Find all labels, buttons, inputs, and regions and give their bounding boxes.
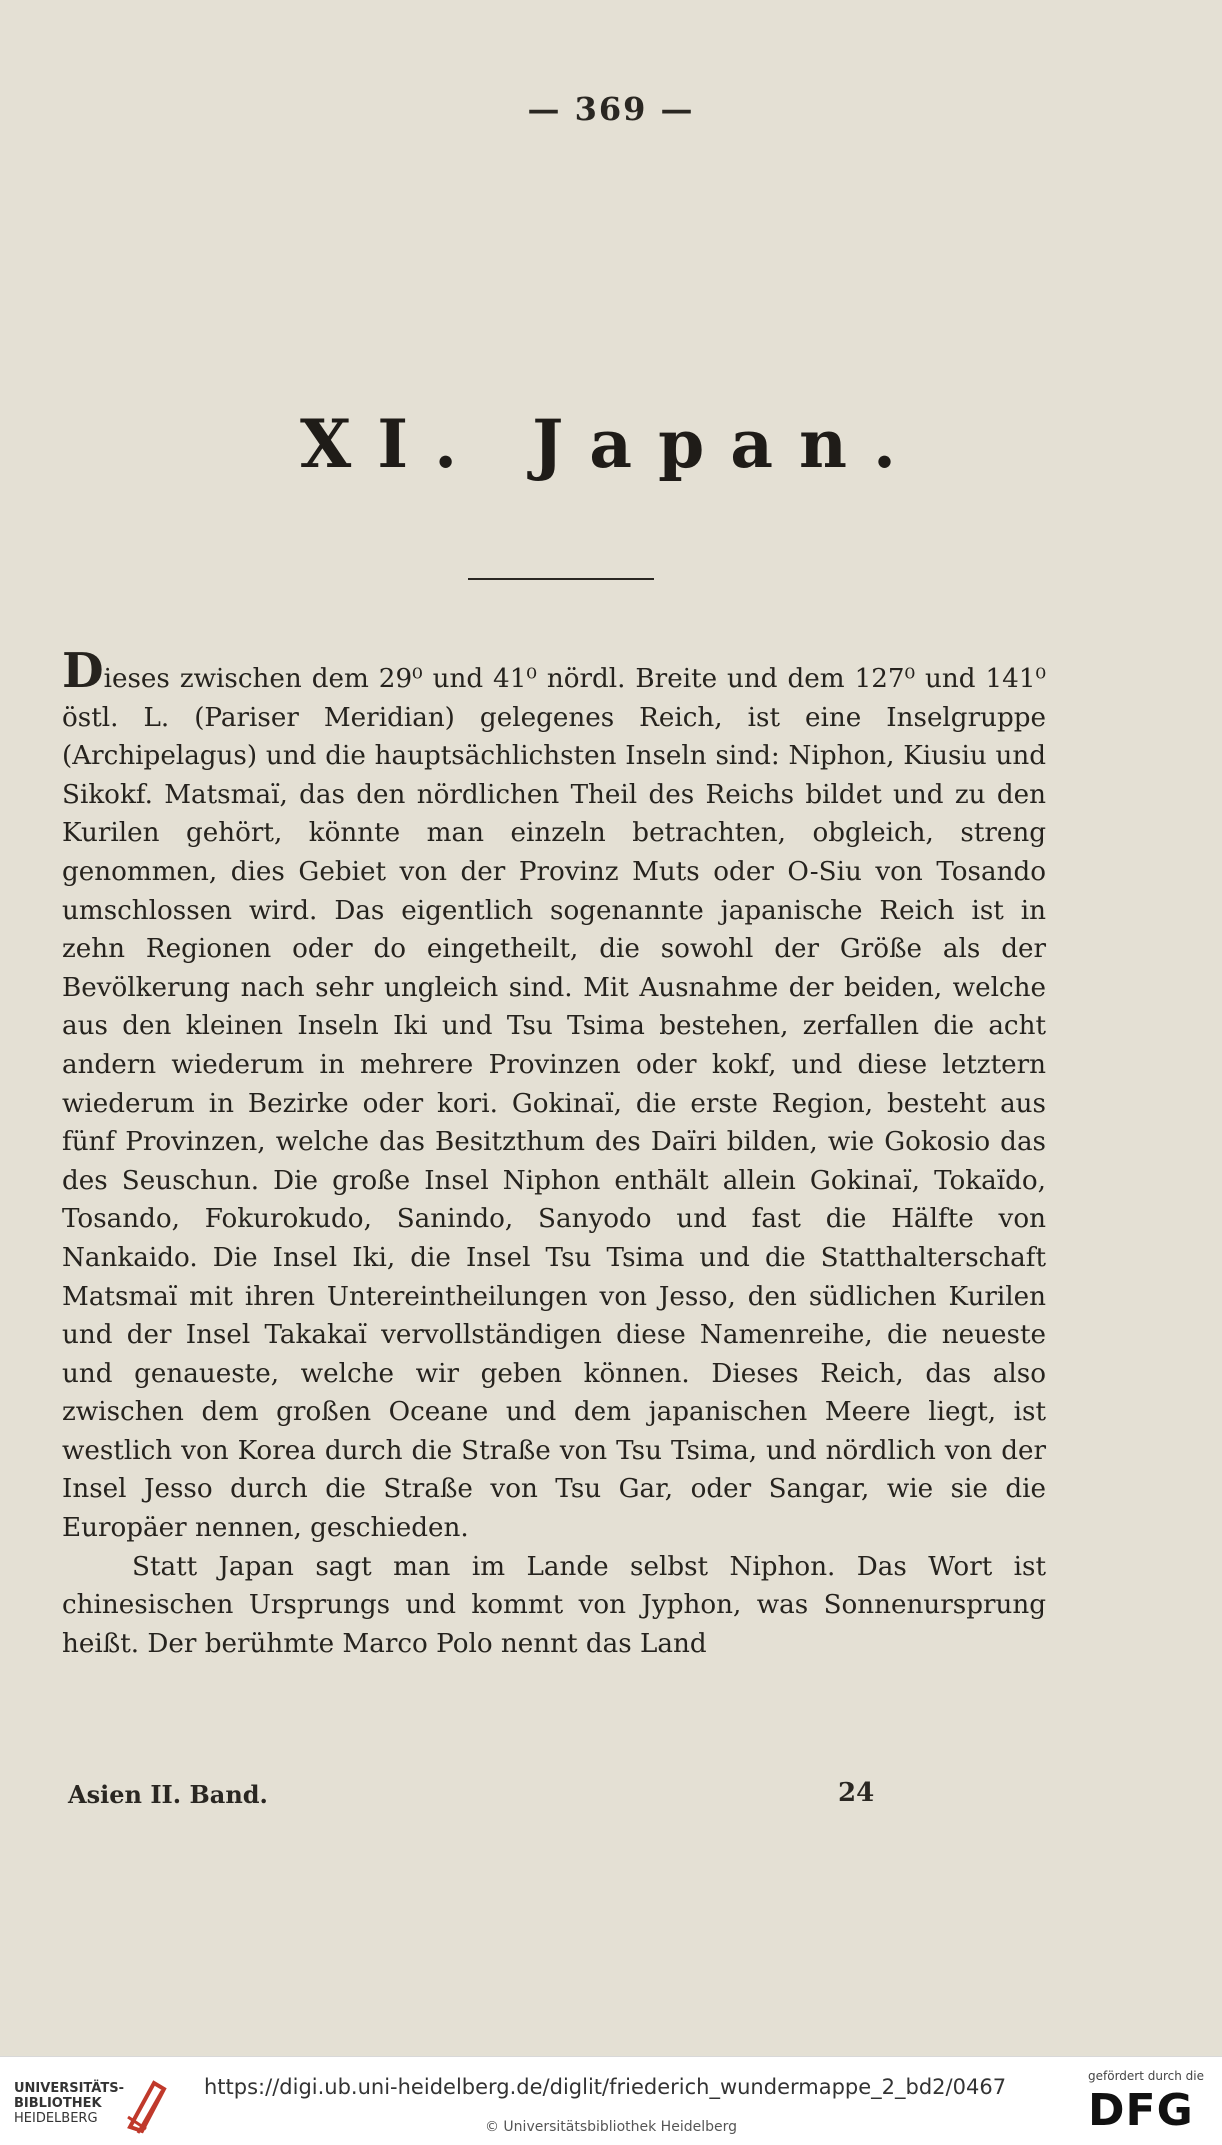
dfg-logo[interactable]: DFG [1088,2085,1194,2136]
funding-note: gefördert durch die [1088,2069,1204,2083]
library-logo-line3: HEIDELBERG [14,2111,98,2126]
page-number: — 369 — [527,90,695,128]
chapter-title: XI. Japan. [300,405,922,483]
library-logo-line1: UNIVERSITÄTS- [14,2081,124,2096]
sheet-number: 24 [838,1778,875,1808]
paragraph-2: Statt Japan sagt man im Lande selbst Niphon. Das Wort ist chinesischen Ursprungs und kommt von Jyphon, was Sonnenursprung heißt. Der berühmte Marco Polo nennt das Land [62,1551,1046,1659]
copyright-notice: © Universitätsbibliothek Heidelberg [484,2119,737,2135]
viewer-footer [0,2056,1222,2145]
paragraph-1: Dieses zwischen dem 29⁰ und 41⁰ nördl. Breite und dem 127⁰ und 141⁰ östl. L. (Pariser Meridian) gelegenes Reich, ist eine Inselgruppe (Archipelagus) und die hauptsächlichsten Inseln sind: Niphon, Kiusiu und Sikokf. Matsmaï, das den nördlichen Theil des Reichs bildet und zu den Kurilen gehört, könnte man einzeln betrachten, obgleich, streng genommen, dies Gebiet von der Provinz Muts oder O-Siu von Tosando umschlossen wird. Das eigentlich sogenannte japanische Reich ist in zehn Regionen oder do eingetheilt, die sowohl der Größe als der Bevölkerung nach sehr ungleich sind. Mit Ausnahme der beiden, welche aus den kleinen Inseln Iki und Tsu Tsima bestehen, zerfallen die acht andern wiederum in mehrere Provinzen oder kokf, und diese letztern wiederum in Bezirke oder kori. Gokinaï, die erste Region, besteht aus fünf Provinzen, welche das Besitzthum des Daïri bilden, wie Gokosio das des Seuschun. Die große Insel Niphon enthält allein Gokinaï, Tokaïdo, Tosando, Fokurokudo, Sanindo, Sanyodo und fast die Hälfte von Nankaido. Die Insel Iki, die Insel Tsu Tsima und die Statthalterschaft Matsmaï mit ihren Untereintheilungen von Jesso, den südlichen Kurilen und der Insel Takakaï vervollständigen diese Namenreihe, die neueste und genaueste, welche wir geben können. Dieses Reich, das also zwischen dem großen Oceane und dem japanischen Meere liegt, ist westlich von Korea durch die Straße von Tsu Tsima, und nördlich von der Insel Jesso durch die Straße von Tsu Gar, oder Sangar, wie sie die Europäer nennen, geschieden. [62,643,1046,1544]
title-divider [468,578,654,580]
body-text [62,643,1046,1663]
signature-mark: Asien II. Band. [68,1780,268,1809]
library-logo-line2: BIBLIOTHEK [14,2096,102,2111]
permalink-url[interactable]: https://digi.ub.uni-heidelberg.de/diglit/friederich_wundermappe_2_bd2/0467 [204,2075,1007,2099]
